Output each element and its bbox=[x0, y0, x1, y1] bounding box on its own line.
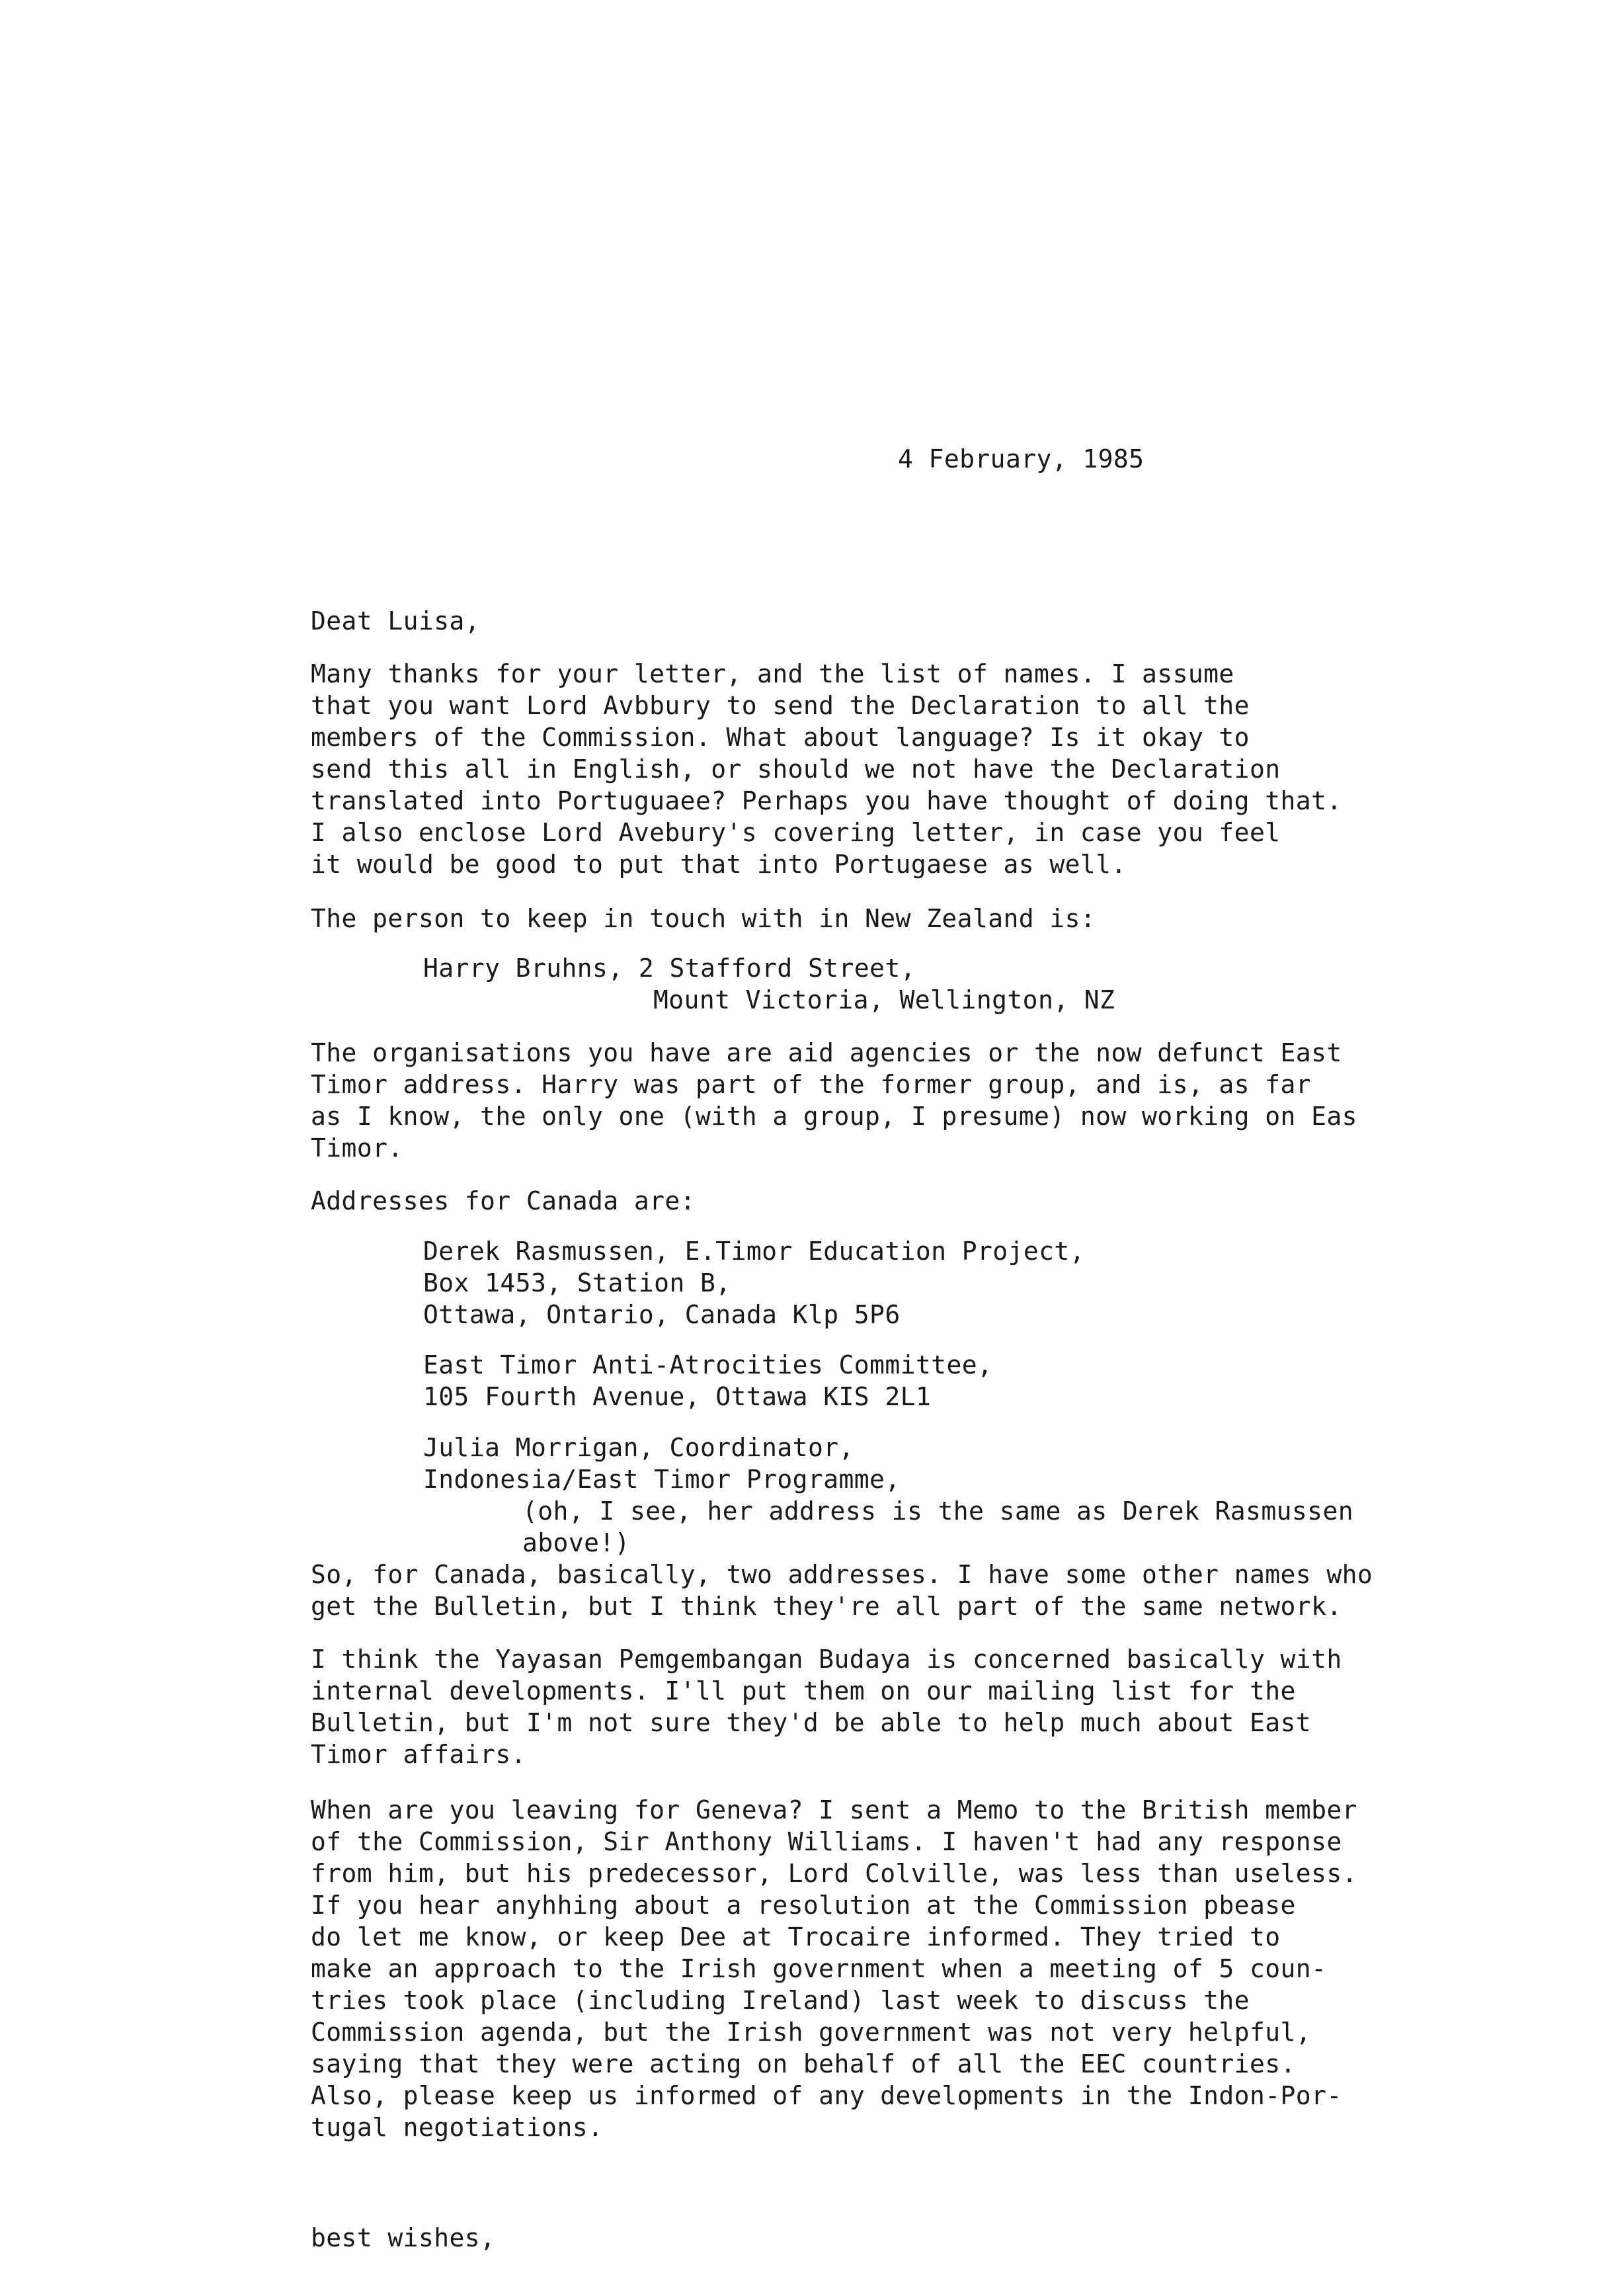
text-line: Timor address. Harry was part of the former group, and is, as far bbox=[311, 1070, 1312, 1099]
text-line: from him, but his predecessor, Lord Colville, was less than useless. bbox=[311, 1859, 1357, 1888]
text-line: Bulletin, but I'm not sure they'd be able to help much about East bbox=[311, 1708, 1312, 1737]
nz-intro: The person to keep in touch with in New Zealand is: bbox=[311, 904, 1096, 933]
address-line: 105 Fourth Avenue, Ottawa KIS 2L1 bbox=[423, 1382, 932, 1411]
text-line: If you hear anyhhing about a resolution at the Commission pbease bbox=[311, 1891, 1296, 1920]
text-line: I think the Yayasan Pemgembangan Budaya is concerned basically with bbox=[311, 1645, 1342, 1674]
text-line: Timor. bbox=[311, 1133, 403, 1163]
address-line: Mount Victoria, Wellington, NZ bbox=[653, 985, 1115, 1014]
text-line: When are you leaving for Geneva? I sent a Memo to the British member bbox=[311, 1795, 1357, 1824]
text-line: that you want Lord Avbbury to send the Declaration to all the bbox=[311, 691, 1250, 720]
text-line: members of the Commission. What about language? Is it okay to bbox=[311, 723, 1250, 752]
address-line: Derek Rasmussen, E.Timor Education Project, bbox=[423, 1237, 1085, 1266]
text-line: it would be good to put that into Portugaese as well. bbox=[311, 850, 1127, 879]
text-line: The organisations you have are aid agencies or the now defunct East bbox=[311, 1038, 1342, 1067]
text-line: So, for Canada, basically, two addresses. I have some other names who bbox=[311, 1560, 1373, 1589]
text-line: as I know, the only one (with a group, I presume) now working on Eas bbox=[311, 1102, 1357, 1131]
text-line: Commission agenda, but the Irish government was not very helpful, bbox=[311, 2018, 1312, 2047]
text-line: translated into Portuguaee? Perhaps you have thought of doing that. bbox=[311, 786, 1342, 815]
address-line: Box 1453, Station B, bbox=[423, 1268, 731, 1297]
text-line: do let me know, or keep Dee at Trocaire informed. They tried to bbox=[311, 1922, 1281, 1951]
text-line: internal developments. I'll put them on our mailing list for the bbox=[311, 1676, 1296, 1705]
text-line: make an approach to the Irish government when a meeting of 5 coun- bbox=[311, 1954, 1327, 1983]
text-line: get the Bulletin, but I think they're all part of the same network. bbox=[311, 1592, 1342, 1621]
text-line: Also, please keep us informed of any developments in the Indon-Por- bbox=[311, 2081, 1342, 2110]
canada-intro: Addresses for Canada are: bbox=[311, 1186, 696, 1215]
letter-date: 4 February, 1985 bbox=[898, 444, 1145, 473]
address-line: Indonesia/East Timor Programme, bbox=[423, 1465, 901, 1494]
text-line: of the Commission, Sir Anthony Williams. I haven't had any response bbox=[311, 1827, 1342, 1856]
note-line: above!) bbox=[522, 1528, 630, 1557]
address-line: East Timor Anti-Atrocities Committee, bbox=[423, 1350, 993, 1379]
text-line: Many thanks for your letter, and the list of names. I assume bbox=[311, 659, 1234, 688]
text-line: Timor affairs. bbox=[311, 1740, 526, 1769]
address-line: Harry Bruhns, 2 Stafford Street, bbox=[423, 954, 916, 983]
closing: best wishes, bbox=[311, 2223, 496, 2252]
address-line: Julia Morrigan, Coordinator, bbox=[423, 1433, 854, 1462]
text-line: I also enclose Lord Avebury's covering letter, in case you feel bbox=[311, 818, 1281, 847]
text-line: tries took place (including Ireland) last week to discuss the bbox=[311, 1986, 1250, 2015]
salutation: Deat Luisa, bbox=[311, 606, 481, 636]
text-line: tugal negotiations. bbox=[311, 2113, 604, 2142]
text-line: saying that they were acting on behalf of all the EEC countries. bbox=[311, 2049, 1296, 2078]
note-line: (oh, I see, her address is the same as Derek Rasmussen bbox=[522, 1496, 1354, 1526]
address-line: Ottawa, Ontario, Canada Klp 5P6 bbox=[423, 1300, 901, 1329]
text-line: send this all in English, or should we not have the Declaration bbox=[311, 755, 1281, 784]
